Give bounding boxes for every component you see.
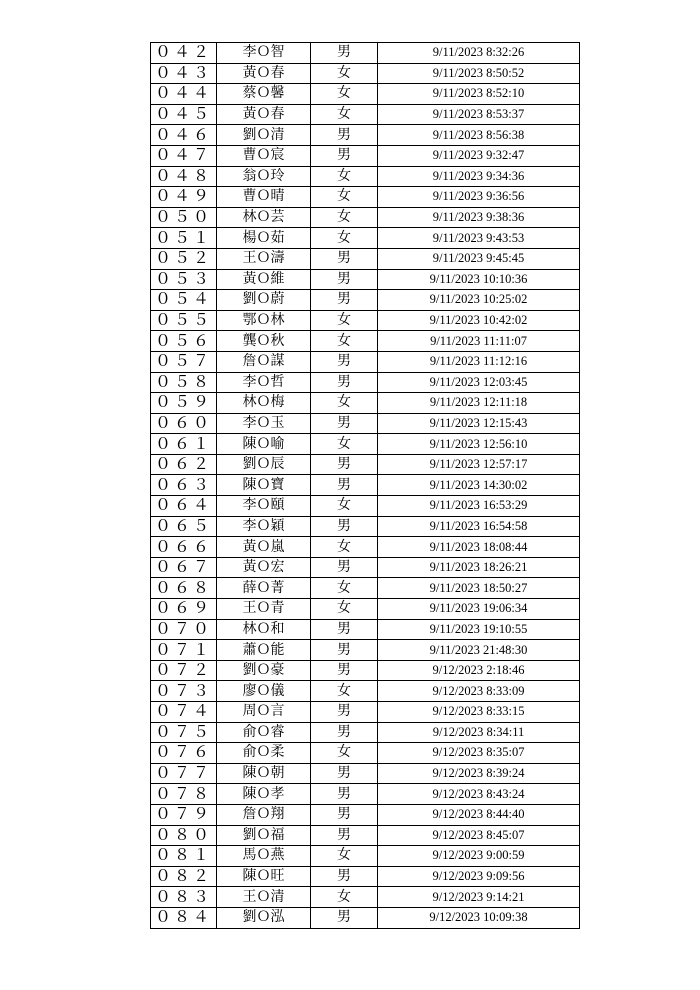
name-cell: 陳Ｏ孝 bbox=[217, 784, 311, 805]
table-row bbox=[151, 187, 580, 208]
table-row bbox=[151, 351, 580, 372]
serial-number-cell: ０６９ bbox=[151, 599, 217, 620]
gender-cell: 女 bbox=[311, 187, 378, 208]
table-row bbox=[151, 413, 580, 434]
table-row bbox=[151, 804, 580, 825]
table-row bbox=[151, 784, 580, 805]
gender-cell: 男 bbox=[311, 372, 378, 393]
table-row bbox=[151, 475, 580, 496]
serial-number-cell: ０５２ bbox=[151, 248, 217, 269]
timestamp-cell: 9/12/2023 8:44:40 bbox=[378, 804, 580, 825]
serial-number-cell: ０８２ bbox=[151, 866, 217, 887]
name-cell: 李Ｏ哲 bbox=[217, 372, 311, 393]
name-cell: 黃Ｏ嵐 bbox=[217, 537, 311, 558]
timestamp-cell: 9/11/2023 10:25:02 bbox=[378, 290, 580, 311]
name-cell: 陳Ｏ寶 bbox=[217, 475, 311, 496]
timestamp-cell: 9/12/2023 9:14:21 bbox=[378, 887, 580, 908]
name-cell: 蔡Ｏ馨 bbox=[217, 84, 311, 105]
timestamp-cell: 9/11/2023 9:34:36 bbox=[378, 166, 580, 187]
table-row bbox=[151, 63, 580, 84]
table-row bbox=[151, 866, 580, 887]
serial-number-cell: ０６０ bbox=[151, 413, 217, 434]
timestamp-cell: 9/12/2023 8:34:11 bbox=[378, 722, 580, 743]
gender-cell: 女 bbox=[311, 846, 378, 867]
serial-number-cell: ０４４ bbox=[151, 84, 217, 105]
table-row bbox=[151, 228, 580, 249]
serial-number-cell: ０５５ bbox=[151, 310, 217, 331]
table-row bbox=[151, 372, 580, 393]
name-cell: 陳Ｏ喻 bbox=[217, 434, 311, 455]
timestamp-cell: 9/12/2023 8:45:07 bbox=[378, 825, 580, 846]
name-cell: 黃Ｏ春 bbox=[217, 63, 311, 84]
name-cell: 黃Ｏ維 bbox=[217, 269, 311, 290]
table-row bbox=[151, 887, 580, 908]
table-row bbox=[151, 145, 580, 166]
serial-number-cell: ０６４ bbox=[151, 496, 217, 517]
name-cell: 周Ｏ言 bbox=[217, 702, 311, 723]
serial-number-cell: ０４２ bbox=[151, 43, 217, 64]
gender-cell: 女 bbox=[311, 743, 378, 764]
serial-number-cell: ０６１ bbox=[151, 434, 217, 455]
timestamp-cell: 9/11/2023 9:32:47 bbox=[378, 145, 580, 166]
table-row bbox=[151, 846, 580, 867]
table-row bbox=[151, 393, 580, 414]
gender-cell: 男 bbox=[311, 248, 378, 269]
timestamp-cell: 9/11/2023 11:11:07 bbox=[378, 331, 580, 352]
table-row bbox=[151, 434, 580, 455]
timestamp-cell: 9/11/2023 14:30:02 bbox=[378, 475, 580, 496]
gender-cell: 女 bbox=[311, 166, 378, 187]
name-cell: 詹Ｏ謀 bbox=[217, 351, 311, 372]
serial-number-cell: ０４６ bbox=[151, 125, 217, 146]
timestamp-cell: 9/11/2023 12:11:18 bbox=[378, 393, 580, 414]
gender-cell: 女 bbox=[311, 228, 378, 249]
gender-cell: 男 bbox=[311, 43, 378, 64]
serial-number-cell: ０８４ bbox=[151, 907, 217, 928]
gender-cell: 男 bbox=[311, 145, 378, 166]
gender-cell: 男 bbox=[311, 290, 378, 311]
table-row bbox=[151, 104, 580, 125]
table-row bbox=[151, 269, 580, 290]
gender-cell: 男 bbox=[311, 454, 378, 475]
name-cell: 王Ｏ清 bbox=[217, 887, 311, 908]
serial-number-cell: ０７９ bbox=[151, 804, 217, 825]
timestamp-cell: 9/11/2023 19:10:55 bbox=[378, 619, 580, 640]
serial-number-cell: ０７３ bbox=[151, 681, 217, 702]
serial-number-cell: ０７５ bbox=[151, 722, 217, 743]
table-row bbox=[151, 125, 580, 146]
name-cell: 林Ｏ芸 bbox=[217, 207, 311, 228]
gender-cell: 女 bbox=[311, 207, 378, 228]
timestamp-cell: 9/12/2023 9:00:59 bbox=[378, 846, 580, 867]
name-cell: 蕭Ｏ能 bbox=[217, 640, 311, 661]
serial-number-cell: ０５６ bbox=[151, 331, 217, 352]
gender-cell: 男 bbox=[311, 351, 378, 372]
table-row bbox=[151, 640, 580, 661]
timestamp-cell: 9/12/2023 8:39:24 bbox=[378, 763, 580, 784]
name-cell: 陳Ｏ朝 bbox=[217, 763, 311, 784]
serial-number-cell: ０４８ bbox=[151, 166, 217, 187]
timestamp-cell: 9/11/2023 12:56:10 bbox=[378, 434, 580, 455]
gender-cell: 男 bbox=[311, 722, 378, 743]
timestamp-cell: 9/11/2023 18:50:27 bbox=[378, 578, 580, 599]
table-row bbox=[151, 681, 580, 702]
name-cell: 俞Ｏ柔 bbox=[217, 743, 311, 764]
gender-cell: 男 bbox=[311, 125, 378, 146]
serial-number-cell: ０７７ bbox=[151, 763, 217, 784]
timestamp-cell: 9/11/2023 8:52:10 bbox=[378, 84, 580, 105]
name-cell: 俞Ｏ睿 bbox=[217, 722, 311, 743]
name-cell: 曹Ｏ晴 bbox=[217, 187, 311, 208]
gender-cell: 男 bbox=[311, 557, 378, 578]
serial-number-cell: ０８３ bbox=[151, 887, 217, 908]
table-row bbox=[151, 722, 580, 743]
name-cell: 王Ｏ青 bbox=[217, 599, 311, 620]
gender-cell: 男 bbox=[311, 825, 378, 846]
timestamp-cell: 9/12/2023 8:35:07 bbox=[378, 743, 580, 764]
serial-number-cell: ０７４ bbox=[151, 702, 217, 723]
serial-number-cell: ０７０ bbox=[151, 619, 217, 640]
name-cell: 馬Ｏ燕 bbox=[217, 846, 311, 867]
timestamp-cell: 9/11/2023 9:36:56 bbox=[378, 187, 580, 208]
serial-number-cell: ０５４ bbox=[151, 290, 217, 311]
name-cell: 李Ｏ頤 bbox=[217, 496, 311, 517]
serial-number-cell: ０６５ bbox=[151, 516, 217, 537]
serial-number-cell: ０８０ bbox=[151, 825, 217, 846]
name-cell: 黃Ｏ春 bbox=[217, 104, 311, 125]
name-cell: 李Ｏ玉 bbox=[217, 413, 311, 434]
serial-number-cell: ０５７ bbox=[151, 351, 217, 372]
serial-number-cell: ０５３ bbox=[151, 269, 217, 290]
table-row bbox=[151, 537, 580, 558]
serial-number-cell: ０７２ bbox=[151, 660, 217, 681]
serial-number-cell: ０６３ bbox=[151, 475, 217, 496]
gender-cell: 女 bbox=[311, 681, 378, 702]
name-cell: 黃Ｏ宏 bbox=[217, 557, 311, 578]
gender-cell: 女 bbox=[311, 578, 378, 599]
gender-cell: 男 bbox=[311, 763, 378, 784]
timestamp-cell: 9/11/2023 8:50:52 bbox=[378, 63, 580, 84]
table-row bbox=[151, 166, 580, 187]
table-row bbox=[151, 516, 580, 537]
serial-number-cell: ０５０ bbox=[151, 207, 217, 228]
table-row bbox=[151, 619, 580, 640]
gender-cell: 女 bbox=[311, 496, 378, 517]
table-row bbox=[151, 310, 580, 331]
timestamp-cell: 9/12/2023 8:33:15 bbox=[378, 702, 580, 723]
timestamp-cell: 9/11/2023 10:42:02 bbox=[378, 310, 580, 331]
table-row bbox=[151, 290, 580, 311]
name-cell: 楊Ｏ茹 bbox=[217, 228, 311, 249]
table-row bbox=[151, 43, 580, 64]
serial-number-cell: ０５８ bbox=[151, 372, 217, 393]
serial-number-cell: ０６６ bbox=[151, 537, 217, 558]
gender-cell: 女 bbox=[311, 63, 378, 84]
gender-cell: 女 bbox=[311, 393, 378, 414]
serial-number-cell: ０６２ bbox=[151, 454, 217, 475]
table-row bbox=[151, 454, 580, 475]
serial-number-cell: ０７８ bbox=[151, 784, 217, 805]
table-row bbox=[151, 496, 580, 517]
timestamp-cell: 9/11/2023 8:53:37 bbox=[378, 104, 580, 125]
serial-number-cell: ０６７ bbox=[151, 557, 217, 578]
table-row bbox=[151, 743, 580, 764]
name-cell: 劉Ｏ福 bbox=[217, 825, 311, 846]
table-row bbox=[151, 907, 580, 928]
gender-cell: 女 bbox=[311, 84, 378, 105]
name-cell: 鄂Ｏ林 bbox=[217, 310, 311, 331]
name-cell: 劉Ｏ蔚 bbox=[217, 290, 311, 311]
serial-number-cell: ０７１ bbox=[151, 640, 217, 661]
gender-cell: 女 bbox=[311, 599, 378, 620]
gender-cell: 女 bbox=[311, 887, 378, 908]
gender-cell: 男 bbox=[311, 784, 378, 805]
table-row bbox=[151, 557, 580, 578]
gender-cell: 男 bbox=[311, 269, 378, 290]
timestamp-cell: 9/12/2023 2:18:46 bbox=[378, 660, 580, 681]
serial-number-cell: ０５１ bbox=[151, 228, 217, 249]
name-cell: 龔Ｏ秋 bbox=[217, 331, 311, 352]
name-cell: 王Ｏ濤 bbox=[217, 248, 311, 269]
gender-cell: 男 bbox=[311, 640, 378, 661]
timestamp-cell: 9/11/2023 19:06:34 bbox=[378, 599, 580, 620]
table-row bbox=[151, 331, 580, 352]
name-cell: 翁Ｏ玲 bbox=[217, 166, 311, 187]
name-cell: 劉Ｏ清 bbox=[217, 125, 311, 146]
gender-cell: 男 bbox=[311, 516, 378, 537]
name-cell: 林Ｏ和 bbox=[217, 619, 311, 640]
gender-cell: 女 bbox=[311, 434, 378, 455]
timestamp-cell: 9/11/2023 18:08:44 bbox=[378, 537, 580, 558]
serial-number-cell: ０４３ bbox=[151, 63, 217, 84]
table-row bbox=[151, 825, 580, 846]
serial-number-cell: ０４５ bbox=[151, 104, 217, 125]
name-cell: 劉Ｏ豪 bbox=[217, 660, 311, 681]
timestamp-cell: 9/12/2023 8:33:09 bbox=[378, 681, 580, 702]
gender-cell: 男 bbox=[311, 702, 378, 723]
timestamp-cell: 9/11/2023 12:15:43 bbox=[378, 413, 580, 434]
timestamp-cell: 9/11/2023 12:03:45 bbox=[378, 372, 580, 393]
table-row bbox=[151, 84, 580, 105]
table-row bbox=[151, 599, 580, 620]
roster-table bbox=[150, 42, 580, 929]
gender-cell: 男 bbox=[311, 660, 378, 681]
table-row bbox=[151, 248, 580, 269]
name-cell: 詹Ｏ翔 bbox=[217, 804, 311, 825]
serial-number-cell: ０４７ bbox=[151, 145, 217, 166]
serial-number-cell: ０５９ bbox=[151, 393, 217, 414]
timestamp-cell: 9/11/2023 18:26:21 bbox=[378, 557, 580, 578]
gender-cell: 女 bbox=[311, 310, 378, 331]
timestamp-cell: 9/12/2023 9:09:56 bbox=[378, 866, 580, 887]
name-cell: 林Ｏ梅 bbox=[217, 393, 311, 414]
timestamp-cell: 9/11/2023 8:32:26 bbox=[378, 43, 580, 64]
timestamp-cell: 9/11/2023 11:12:16 bbox=[378, 351, 580, 372]
gender-cell: 男 bbox=[311, 907, 378, 928]
serial-number-cell: ０８１ bbox=[151, 846, 217, 867]
timestamp-cell: 9/12/2023 8:43:24 bbox=[378, 784, 580, 805]
gender-cell: 男 bbox=[311, 804, 378, 825]
timestamp-cell: 9/11/2023 9:38:36 bbox=[378, 207, 580, 228]
timestamp-cell: 9/11/2023 10:10:36 bbox=[378, 269, 580, 290]
timestamp-cell: 9/11/2023 16:53:29 bbox=[378, 496, 580, 517]
gender-cell: 男 bbox=[311, 413, 378, 434]
name-cell: 曹Ｏ宸 bbox=[217, 145, 311, 166]
gender-cell: 女 bbox=[311, 537, 378, 558]
gender-cell: 女 bbox=[311, 104, 378, 125]
name-cell: 李Ｏ穎 bbox=[217, 516, 311, 537]
table-row bbox=[151, 660, 580, 681]
name-cell: 劉Ｏ泓 bbox=[217, 907, 311, 928]
name-cell: 劉Ｏ辰 bbox=[217, 454, 311, 475]
name-cell: 陳Ｏ旺 bbox=[217, 866, 311, 887]
timestamp-cell: 9/11/2023 9:43:53 bbox=[378, 228, 580, 249]
table-row bbox=[151, 763, 580, 784]
serial-number-cell: ０６８ bbox=[151, 578, 217, 599]
timestamp-cell: 9/11/2023 16:54:58 bbox=[378, 516, 580, 537]
table-row bbox=[151, 207, 580, 228]
timestamp-cell: 9/12/2023 10:09:38 bbox=[378, 907, 580, 928]
serial-number-cell: ０７６ bbox=[151, 743, 217, 764]
table-row bbox=[151, 702, 580, 723]
name-cell: 廖Ｏ儀 bbox=[217, 681, 311, 702]
timestamp-cell: 9/11/2023 12:57:17 bbox=[378, 454, 580, 475]
gender-cell: 女 bbox=[311, 331, 378, 352]
roster-body bbox=[151, 43, 580, 929]
name-cell: 李Ｏ智 bbox=[217, 43, 311, 64]
timestamp-cell: 9/11/2023 8:56:38 bbox=[378, 125, 580, 146]
name-cell: 薛Ｏ菁 bbox=[217, 578, 311, 599]
timestamp-cell: 9/11/2023 9:45:45 bbox=[378, 248, 580, 269]
gender-cell: 男 bbox=[311, 866, 378, 887]
timestamp-cell: 9/11/2023 21:48:30 bbox=[378, 640, 580, 661]
table-row bbox=[151, 578, 580, 599]
gender-cell: 男 bbox=[311, 475, 378, 496]
serial-number-cell: ０４９ bbox=[151, 187, 217, 208]
gender-cell: 男 bbox=[311, 619, 378, 640]
